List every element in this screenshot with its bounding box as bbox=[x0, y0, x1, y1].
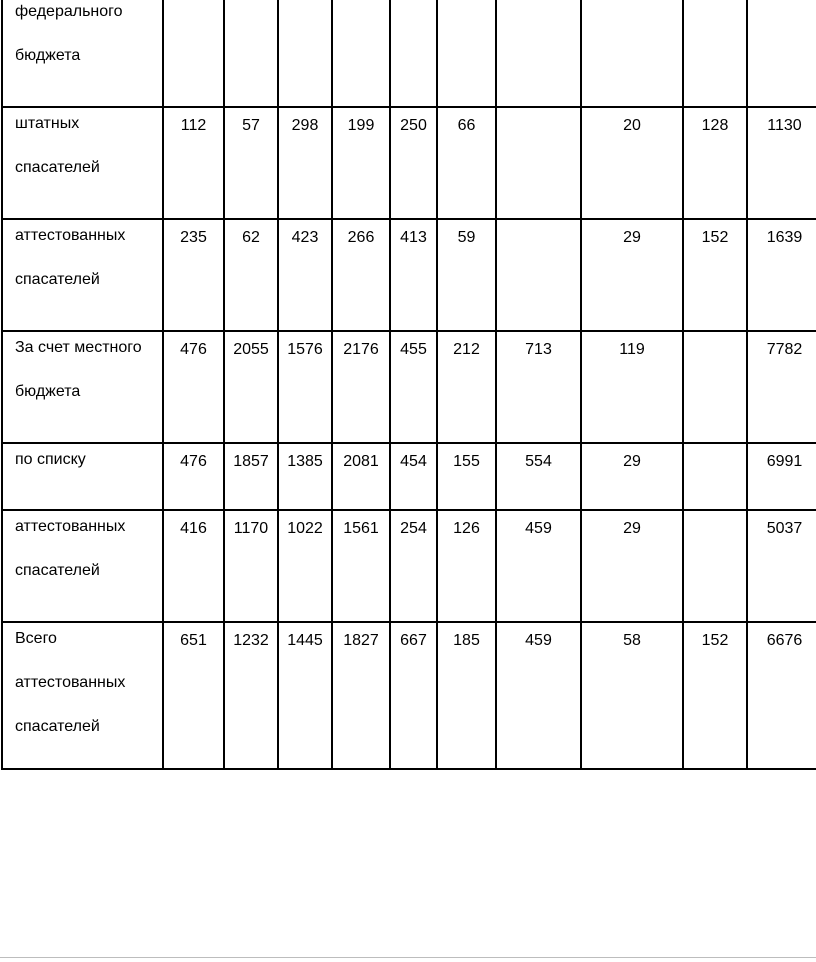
row-label: За счет местного бюджета bbox=[15, 339, 142, 400]
value-cell: 1022 bbox=[278, 510, 332, 622]
row-label: аттестованных спасателей bbox=[15, 518, 126, 579]
value-cell: 1576 bbox=[278, 331, 332, 443]
value-cell: 2055 bbox=[224, 331, 278, 443]
value-cell bbox=[683, 0, 747, 107]
value-cell: 212 bbox=[437, 331, 496, 443]
value-cell: 1445 bbox=[278, 622, 332, 769]
value-cell: 29 bbox=[581, 219, 683, 331]
value-cell: 7782 bbox=[747, 331, 816, 443]
value-cell: 20 bbox=[581, 107, 683, 219]
table-row bbox=[2, 107, 816, 219]
row-label-cell bbox=[2, 331, 163, 443]
value-cell: 29 bbox=[581, 443, 683, 510]
value-cell: 1639 bbox=[747, 219, 816, 331]
value-cell: 298 bbox=[278, 107, 332, 219]
row-label: по списку bbox=[15, 451, 86, 468]
value-cell: 254 bbox=[390, 510, 437, 622]
value-cell: 413 bbox=[390, 219, 437, 331]
value-cell: 6676 bbox=[747, 622, 816, 769]
value-cell: 713 bbox=[496, 331, 581, 443]
value-cell: 66 bbox=[437, 107, 496, 219]
value-cell: 476 bbox=[163, 331, 224, 443]
value-cell: 59 bbox=[437, 219, 496, 331]
value-cell bbox=[163, 0, 224, 107]
table-row bbox=[2, 0, 816, 107]
value-cell bbox=[224, 0, 278, 107]
row-label: штатных спасателей bbox=[15, 115, 100, 176]
value-cell bbox=[437, 0, 496, 107]
value-cell: 119 bbox=[581, 331, 683, 443]
row-label: федерального бюджета bbox=[15, 3, 123, 64]
value-cell bbox=[390, 0, 437, 107]
value-cell: 423 bbox=[278, 219, 332, 331]
value-cell: 155 bbox=[437, 443, 496, 510]
row-label-cell bbox=[2, 622, 163, 769]
value-cell: 126 bbox=[437, 510, 496, 622]
value-cell: 29 bbox=[581, 510, 683, 622]
value-cell: 152 bbox=[683, 219, 747, 331]
row-label: аттестованных спасателей bbox=[15, 227, 126, 288]
table-row bbox=[2, 219, 816, 331]
value-cell: 266 bbox=[332, 219, 390, 331]
value-cell: 58 bbox=[581, 622, 683, 769]
value-cell: 199 bbox=[332, 107, 390, 219]
value-cell: 62 bbox=[224, 219, 278, 331]
value-cell: 250 bbox=[390, 107, 437, 219]
value-cell bbox=[581, 0, 683, 107]
page-bottom-divider bbox=[0, 957, 816, 958]
rescuers-table bbox=[1, 0, 816, 770]
value-cell: 2081 bbox=[332, 443, 390, 510]
row-label-cell bbox=[2, 219, 163, 331]
row-label-cell bbox=[2, 510, 163, 622]
value-cell bbox=[496, 0, 581, 107]
value-cell: 651 bbox=[163, 622, 224, 769]
value-cell: 112 bbox=[163, 107, 224, 219]
value-cell: 454 bbox=[390, 443, 437, 510]
value-cell bbox=[747, 0, 816, 107]
table-row bbox=[2, 331, 816, 443]
row-label-cell bbox=[2, 107, 163, 219]
value-cell: 1232 bbox=[224, 622, 278, 769]
value-cell: 2176 bbox=[332, 331, 390, 443]
value-cell: 1857 bbox=[224, 443, 278, 510]
row-label: Всего аттестованных спасателей bbox=[15, 630, 126, 735]
value-cell bbox=[683, 331, 747, 443]
value-cell: 459 bbox=[496, 622, 581, 769]
document-table-wrapper bbox=[1, 0, 816, 770]
value-cell bbox=[683, 510, 747, 622]
value-cell: 128 bbox=[683, 107, 747, 219]
row-label-cell bbox=[2, 0, 163, 107]
value-cell bbox=[496, 107, 581, 219]
value-cell: 5037 bbox=[747, 510, 816, 622]
value-cell: 6991 bbox=[747, 443, 816, 510]
table-row bbox=[2, 443, 816, 510]
value-cell: 1561 bbox=[332, 510, 390, 622]
value-cell: 455 bbox=[390, 331, 437, 443]
value-cell: 185 bbox=[437, 622, 496, 769]
value-cell: 57 bbox=[224, 107, 278, 219]
value-cell: 554 bbox=[496, 443, 581, 510]
value-cell: 1385 bbox=[278, 443, 332, 510]
table-row bbox=[2, 622, 816, 769]
row-label-cell bbox=[2, 443, 163, 510]
value-cell: 1170 bbox=[224, 510, 278, 622]
value-cell: 459 bbox=[496, 510, 581, 622]
value-cell: 1130 bbox=[747, 107, 816, 219]
value-cell: 476 bbox=[163, 443, 224, 510]
value-cell: 152 bbox=[683, 622, 747, 769]
value-cell: 1827 bbox=[332, 622, 390, 769]
table-body bbox=[2, 0, 816, 769]
value-cell bbox=[278, 0, 332, 107]
value-cell bbox=[332, 0, 390, 107]
value-cell bbox=[496, 219, 581, 331]
value-cell: 416 bbox=[163, 510, 224, 622]
value-cell: 667 bbox=[390, 622, 437, 769]
value-cell: 235 bbox=[163, 219, 224, 331]
value-cell bbox=[683, 443, 747, 510]
table-row bbox=[2, 510, 816, 622]
